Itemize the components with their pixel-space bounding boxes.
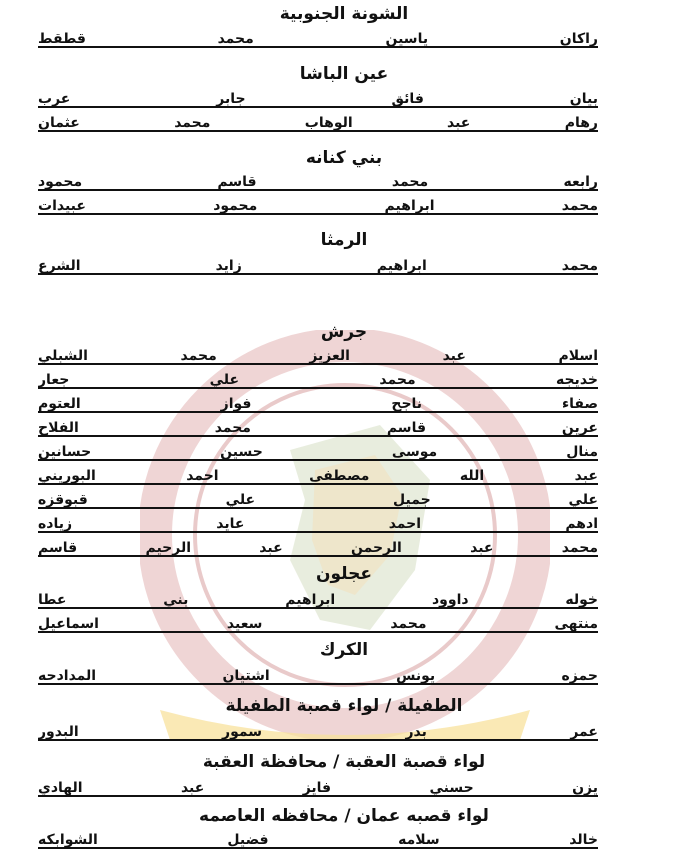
name-entry: صفاء ناجح فواز العتوم xyxy=(38,396,598,412)
name-entry: محمد عبد الرحمن عبد الرحيم قاسم xyxy=(38,540,598,556)
name-entry: رابعه محمد قاسم محمود xyxy=(38,174,598,190)
name-entry: اسلام عبد العزيز محمد الشبلي xyxy=(38,348,598,364)
name-entry: راكان ياسين محمد قطقط xyxy=(38,31,598,47)
name-row xyxy=(38,490,598,512)
name-entry: يزن حسني فايز عبد الهادي xyxy=(38,780,598,796)
section-heading: الكرك xyxy=(319,640,369,660)
name-entry: محمد ابراهيم محمود عبيدات xyxy=(38,198,598,214)
name-row xyxy=(38,514,598,536)
name-entry: رهام عبد الوهاب محمد عثمان xyxy=(38,115,598,131)
name-row xyxy=(38,418,598,440)
name-row xyxy=(38,778,598,800)
name-entry: خديجه محمد علي جعار xyxy=(38,372,598,388)
name-row xyxy=(38,29,598,51)
name-row xyxy=(38,256,598,278)
name-entry: عبد الله مصطفى احمد البوريني xyxy=(38,468,598,484)
name-row xyxy=(38,442,598,464)
name-row xyxy=(38,614,598,636)
name-row xyxy=(38,113,598,135)
name-entry: حمزه يونس اشتيان المدادحه xyxy=(38,668,598,684)
section-heading: الطفيلة / لواء قصبة الطفيلة xyxy=(225,696,463,716)
name-row xyxy=(38,466,598,488)
name-entry: ادهم احمد عايد زياده xyxy=(38,516,598,532)
section-heading: لواء قصبه عمان / محافظه العاصمه xyxy=(199,806,489,826)
section-heading: لواء قصبة العقبة / محافظة العقبة xyxy=(202,752,486,772)
name-row xyxy=(38,394,598,416)
name-row xyxy=(38,590,598,612)
name-row xyxy=(38,196,598,218)
name-row xyxy=(38,538,598,560)
name-row xyxy=(38,370,598,392)
name-entry: منال موسى حسين حسانين xyxy=(38,444,598,460)
name-row xyxy=(38,346,598,368)
name-row xyxy=(38,722,598,744)
name-entry: بيان فائق جابر عرب xyxy=(38,91,598,107)
name-entry: عرين قاسم محمد الفلاح xyxy=(38,420,598,436)
name-row xyxy=(38,89,598,111)
name-entry: خالد سلامه فضيل الشوابكه xyxy=(38,832,598,848)
section-heading: جرش xyxy=(320,322,368,342)
section-heading: الشونة الجنوبية xyxy=(279,4,409,24)
name-entry: عمر بدر سمور البدور xyxy=(38,724,598,740)
name-row xyxy=(38,666,598,688)
name-entry: محمد ابراهيم زايد الشرع xyxy=(38,258,598,274)
name-entry: خوله داوود ابراهيم بني عطا xyxy=(38,592,598,608)
section-heading: بني كنانه xyxy=(305,148,383,168)
section-heading: عجلون xyxy=(316,564,372,584)
section-heading: الرمثا xyxy=(320,230,368,250)
name-entry: منتهى محمد سعيد اسماعيل xyxy=(38,616,598,632)
name-row xyxy=(38,172,598,194)
name-row xyxy=(38,830,598,852)
name-entry: علي جميل علي قبوقزه xyxy=(38,492,598,508)
section-heading: عين الباشا xyxy=(299,64,389,84)
